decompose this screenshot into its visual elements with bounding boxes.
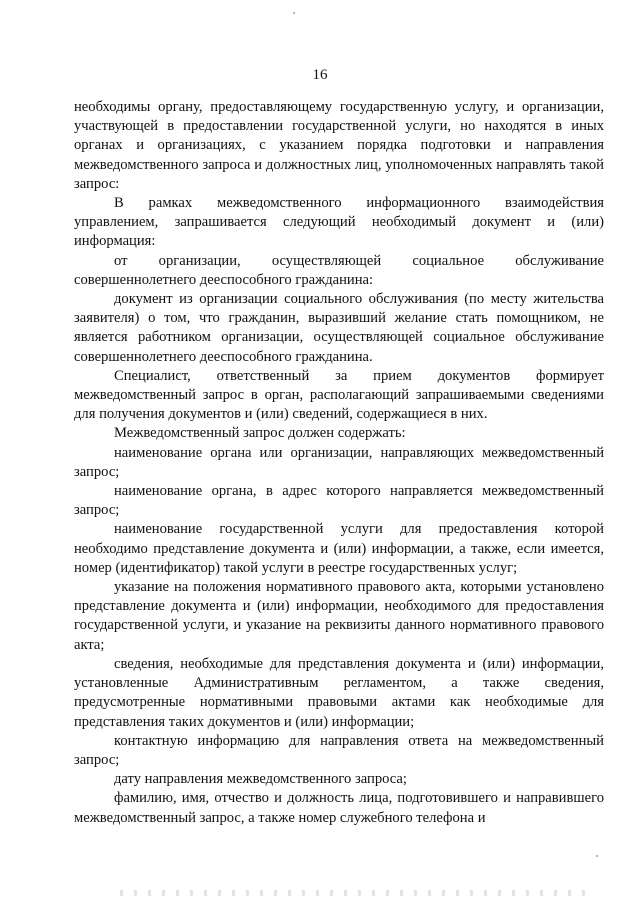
paragraph: указание на положения нормативного правового акта, которыми установлено представление документа и (или) информации, необходимого для предоставления государственной услуги, и указание на реквизиты данного нормативного правового акта; <box>74 579 604 653</box>
paragraph: наименование государственной услуги для предоставления которой необходимо представление документа и (или) информации, а также, если имеется, номер (идентификатор) такой услуги в реестре государственных услуг; <box>74 521 604 576</box>
paragraph: В рамках межведомственного информационного взаимодействия управлением, запрашивается следующий необходимый документ и (или) информация: <box>74 195 604 250</box>
page-number: 16 <box>312 67 328 83</box>
scan-speck <box>293 12 295 14</box>
paragraph: сведения, необходимые для представления документа и (или) информации, установленные Административным регламентом, а также сведения, предусмотренные нормативными правовыми актами как необходимые для представления таких документов и (или) информации; <box>74 655 604 730</box>
paragraph: от организации, осуществляющей социальное обслуживание совершеннолетнего дееспособного гражданина: <box>74 252 604 288</box>
document-body <box>74 98 604 828</box>
scan-bleed-through <box>120 890 590 896</box>
paragraph: контактную информацию для направления ответа на межведомственный запрос; <box>74 732 604 768</box>
paragraph: документ из организации социального обслуживания (по месту жительства заявителя) о том, что гражданин, выразивший желание стать помощником, не является работником организации, осуществляющей социальное обслуживание совершеннолетнего дееспособного гражданина. <box>74 291 604 365</box>
paragraph: необходимы органу, предоставляющему государственную услугу, и организации, участвующей в предоставлении государственной услуги, но находятся в иных органах и организациях, с указанием порядка подготовки и направления межведомственного запроса и должностных лиц, уполномоченных направлять такой запрос: <box>74 99 604 192</box>
paragraph: Межведомственный запрос должен содержать: <box>114 425 406 442</box>
paragraph: наименование органа или организации, направляющих межведомственный запрос; <box>74 444 604 480</box>
paragraph: фамилию, имя, отчество и должность лица, подготовившего и направившего межведомственный запрос, а также номер служебного телефона и <box>74 790 604 826</box>
paragraph: наименование органа, в адрес которого направляется межведомственный запрос; <box>74 483 604 519</box>
paragraph: Специалист, ответственный за прием документов формирует межведомственный запрос в орган, располагающий запрашиваемыми сведениями для получения документов и (или) сведений, содержащиеся в них. <box>74 367 604 423</box>
scan-speck <box>596 855 598 857</box>
paragraph: дату направления межведомственного запроса; <box>114 771 407 788</box>
